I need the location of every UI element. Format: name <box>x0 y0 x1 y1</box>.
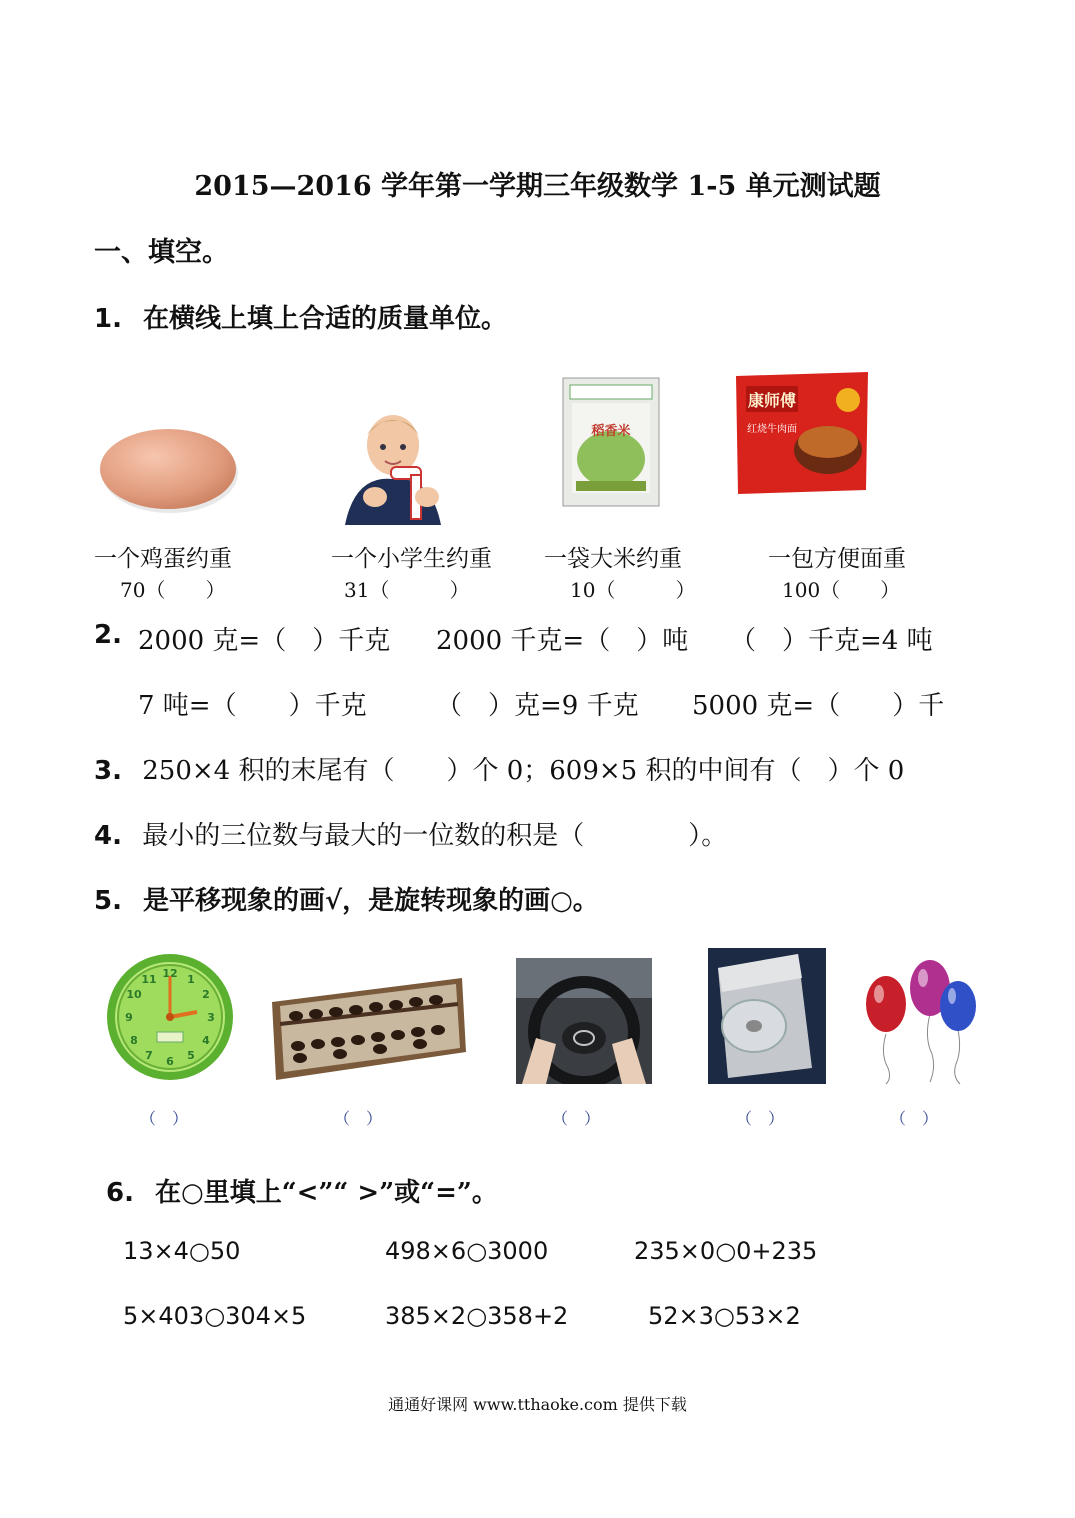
rice-bag-label: 稻香米 <box>591 424 631 439</box>
question-number: 4. <box>94 821 122 851</box>
q2-item[interactable]: （ ）克=9 千克 <box>436 691 639 721</box>
noodle-flavor: 红烧牛肉面 <box>747 424 797 435</box>
compare-item[interactable]: 13×4○50 <box>123 1237 241 1265</box>
svg-text:2: 2 <box>202 988 210 1001</box>
question-5 <box>94 880 599 917</box>
question-number: 3. <box>94 756 122 786</box>
svg-text:9: 9 <box>125 1011 133 1024</box>
question-number: 6. <box>106 1178 134 1208</box>
svg-text:1: 1 <box>187 973 195 986</box>
rice-bag-picture <box>562 377 660 507</box>
question-number: 2. <box>94 620 122 650</box>
clock-picture <box>105 952 235 1082</box>
question-number: 5. <box>94 886 122 916</box>
blank-abacus[interactable]: （ ） <box>334 1109 383 1128</box>
caption-egg: 一个鸡蛋约重 <box>94 546 232 572</box>
question-text[interactable]: 最小的三位数与最大的一位数的积是（ ）。 <box>142 821 728 851</box>
question-text: 在○里填上“<”“ >”或“=”。 <box>155 1178 498 1208</box>
section-heading: 一、填空。 <box>94 237 229 268</box>
blank-noodle[interactable]: 100（ ） <box>782 578 901 602</box>
compare-item[interactable]: 385×2○358+2 <box>385 1302 569 1330</box>
cd-drive-picture <box>708 948 826 1084</box>
question-text: 在横线上填上合适的质量单位。 <box>143 304 508 334</box>
caption-rice: 一袋大米约重 <box>544 546 682 572</box>
blank-cd-drive[interactable]: （ ） <box>736 1109 785 1128</box>
svg-text:11: 11 <box>141 973 157 986</box>
balloons-picture <box>862 958 980 1086</box>
student-picture <box>335 405 445 525</box>
blank-egg[interactable]: 70（ ） <box>120 578 226 602</box>
svg-text:7: 7 <box>145 1049 153 1062</box>
question-6 <box>106 1172 498 1209</box>
egg-picture <box>98 425 243 515</box>
compare-item[interactable]: 52×3○53×2 <box>648 1302 801 1330</box>
compare-item[interactable]: 5×403○304×5 <box>123 1302 307 1330</box>
q2-item[interactable]: 2000 克=（ ）千克 <box>138 626 391 656</box>
q2-item[interactable]: 2000 千克=（ ）吨 <box>436 626 689 656</box>
question-2 <box>94 620 122 650</box>
svg-text:10: 10 <box>126 988 142 1001</box>
abacus-picture <box>266 972 470 1084</box>
compare-item[interactable]: 235×0○0+235 <box>634 1237 818 1265</box>
svg-text:6: 6 <box>166 1055 174 1068</box>
question-3 <box>94 750 904 787</box>
svg-text:12: 12 <box>162 967 178 980</box>
q2-item[interactable]: 5000 克=（ ）千 <box>692 691 945 721</box>
blank-balloons[interactable]: （ ） <box>890 1109 939 1128</box>
instant-noodle-picture <box>732 370 872 496</box>
question-number: 1. <box>94 304 122 334</box>
blank-clock[interactable]: （ ） <box>140 1109 189 1128</box>
q2-item[interactable]: 7 吨=（ ）千克 <box>138 691 367 721</box>
question-4 <box>94 815 727 852</box>
svg-text:5: 5 <box>187 1049 195 1062</box>
footer: 通通好课网 www.tthaoke.com 提供下载 <box>388 1395 687 1414</box>
svg-text:4: 4 <box>202 1034 210 1047</box>
page-title: 2015—2016 学年第一学期三年级数学 1-5 单元测试题 <box>194 171 881 202</box>
steering-wheel-picture <box>516 958 652 1084</box>
compare-item[interactable]: 498×6○3000 <box>385 1237 549 1265</box>
blank-rice[interactable]: 10（ ） <box>570 578 696 602</box>
q2-item[interactable]: （ ）千克=4 吨 <box>730 626 933 656</box>
question-1 <box>94 298 507 335</box>
blank-student[interactable]: 31（ ） <box>344 578 470 602</box>
noodle-brand: 康师傅 <box>747 391 797 410</box>
svg-text:8: 8 <box>130 1034 138 1047</box>
svg-text:3: 3 <box>207 1011 215 1024</box>
caption-noodle: 一包方便面重 <box>768 546 906 572</box>
blank-steering-wheel[interactable]: （ ） <box>552 1109 601 1128</box>
caption-student: 一个小学生约重 <box>331 546 492 572</box>
question-text: 是平移现象的画√，是旋转现象的画○。 <box>143 886 599 916</box>
question-text[interactable]: 250×4 积的末尾有（ ）个 0；609×5 积的中间有（ ）个 0 <box>142 756 905 786</box>
